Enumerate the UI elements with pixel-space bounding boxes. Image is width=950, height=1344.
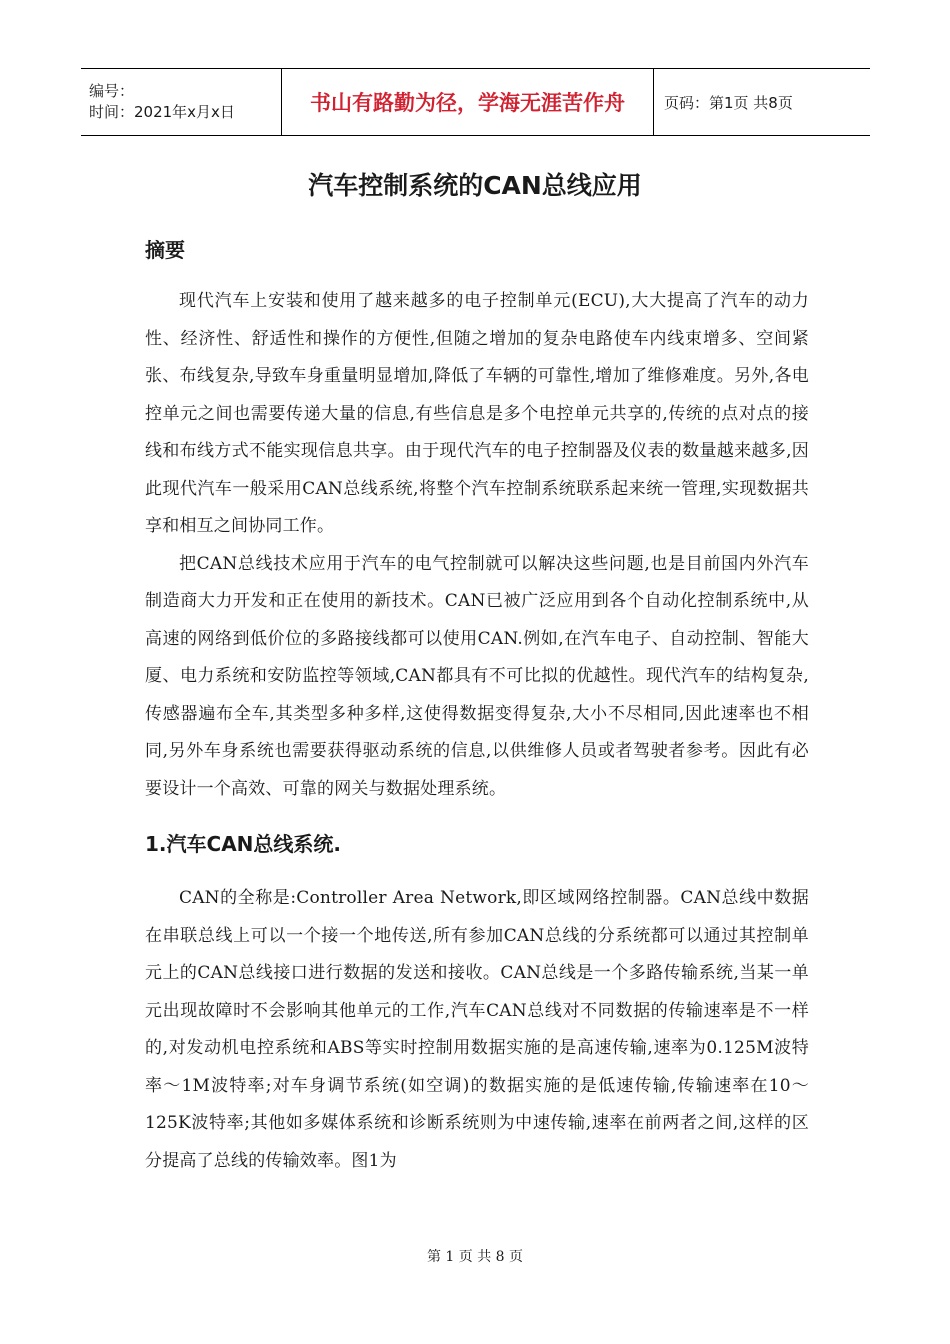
- abstract-paragraph-1: 现代汽车上安装和使用了越来越多的电子控制单元(ECU),大大提高了汽车的动力性、经济性、舒适性和操作的方便性,但随之增加的复杂电路使车内线束增多、空间紧张、布线复杂,导致车身重量明显增加,降低了车辆的可靠性,增加了维修难度。另外,各电控单元之间也需要传递大量的信息,有些信息是多个电控单元共享的,传统的点对点的接线和布线方式不能实现信息共享。由于现代汽车的电子控制器及仪表的数量越来越多,因此现代汽车一般采用CAN总线系统,将整个汽车控制系统联系起来统一管理,实现数据共享和相互之间协同工作。: [145, 291, 809, 536]
- header-motto: 书山有路勤为径，学海无涯苦作舟: [281, 69, 654, 135]
- document-header: [81, 68, 870, 136]
- header-page-info: 页码：第1页 共8页: [664, 93, 793, 112]
- section-1-heading: 1.汽车CAN总线系统.: [145, 832, 342, 856]
- header-meta: [81, 69, 281, 135]
- document-time-label: 时间：2021年x月x日: [89, 103, 235, 121]
- section-1-paragraph-1: CAN的全称是:Controller Area Network,即区域网络控制器。CAN总线中数据在串联总线上可以一个接一个地传送,所有参加CAN总线的分系统都可以通过其控制单元上的CAN总线接口进行数据的发送和接收。CAN总线是一个多路传输系统,当某一单元出现故障时不会影响其他单元的工作,汽车CAN总线对不同数据的传输速率是不一样的,对发动机电控系统和ABS等实时控制用数据实施的是高速传输,速率为0.125M波特率～1M波特率;对车身调节系统(如空调)的数据实施的是低速传输,传输速率在10～125K波特率;其他如多媒体系统和诊断系统则为中速传输,速率在前两者之间,这样的区分提高了总线的传输效率。图1为: [145, 888, 809, 1171]
- abstract-heading: 摘要: [145, 238, 185, 262]
- abstract-paragraph-2: 把CAN总线技术应用于汽车的电气控制就可以解决这些问题,也是目前国内外汽车制造商大力开发和正在使用的新技术。CAN已被广泛应用到各个自动化控制系统中,从高速的网络到低价位的多路接线都可以使用CAN.例如,在汽车电子、自动控制、智能大厦、电力系统和安防监控等领域,CAN都具有不可比拟的优越性。现代汽车的结构复杂,传感器遍布全车,其类型多种多样,这使得数据变得复杂,大小不尽相同,因此速率也不相同,另外车身系统也需要获得驱动系统的信息,以供维修人员或者驾驶者参考。因此有必要设计一个高效、可靠的网关与数据处理系统。: [145, 553, 809, 799]
- document-body: [145, 230, 809, 1180]
- document-number-label: 编号：: [89, 82, 135, 100]
- document-title: 汽车控制系统的CAN总线应用: [308, 171, 642, 200]
- page-footer: 第 1 页 共 8 页: [426, 1249, 524, 1265]
